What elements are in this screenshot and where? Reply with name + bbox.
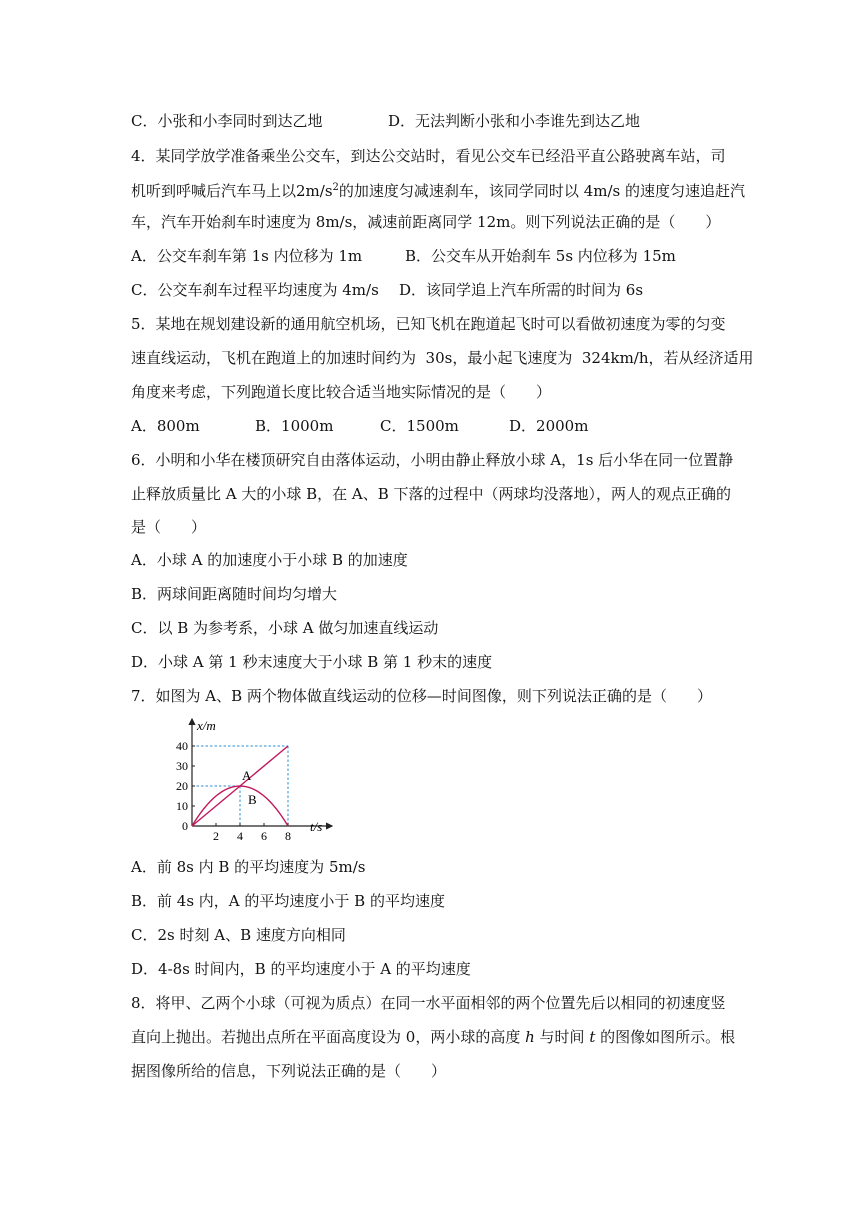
q7-xt-graph	[160, 715, 340, 840]
x-tick-label: 2	[213, 829, 219, 840]
q8-text-c: 的图像如图所示。根	[595, 1028, 736, 1046]
y-tick-label: 0	[182, 819, 188, 833]
q8-line-3: 据图像所给的信息，下列说法正确的是（ ）	[131, 1062, 447, 1080]
q5-option-c: C．1500m	[380, 417, 459, 435]
x-axis-label: t/s	[310, 819, 323, 834]
q7-option-a: A．前 8s 内 B 的平均速度为 5m/s	[131, 858, 366, 876]
y-tick-label: 30	[176, 759, 188, 773]
q6-option-b: B．两球间距离随时间均匀增大	[131, 585, 338, 603]
q8-text-a: 直向上抛出。若抛出点所在平面高度设为 0，两小球的高度	[131, 1028, 526, 1046]
q5-option-a: A．800m	[131, 417, 200, 435]
q3-option-d: D．无法判断小张和小李谁先到达乙地	[388, 112, 641, 130]
q8-line-1: 8．将甲、乙两个小球（可视为质点）在同一水平面相邻的两个位置先后以相同的初速度竖	[131, 994, 726, 1012]
q3-option-c: C．小张和小李同时到达乙地	[131, 112, 323, 130]
q4-accel-sup: 2	[332, 182, 339, 193]
x-tick-label: 8	[285, 829, 291, 840]
q4-text-b: 的加速度匀减速刹车，该同学同时以 4m/s 的速度匀速追赶汽	[338, 182, 745, 200]
q6-line-3: 是（ ）	[131, 518, 207, 536]
q5-option-d: D．2000m	[509, 417, 589, 435]
q4-accel: 2m/s	[296, 182, 333, 200]
q7-option-b: B．前 4s 内，A 的平均速度小于 B 的平均速度	[131, 892, 445, 910]
q7-option-c: C．2s 时刻 A、B 速度方向相同	[131, 926, 346, 944]
y-tick-label: 10	[176, 799, 188, 813]
q8-line-2	[131, 1027, 735, 1047]
q6-option-a: A．小球 A 的加速度小于小球 B 的加速度	[131, 551, 408, 569]
q4-line-1: 4．某同学放学准备乘坐公交车，到达公交站时，看见公交车已经沿平直公路驶离车站，司	[131, 147, 726, 165]
q5-line-1: 5．某地在规划建设新的通用航空机场，已知飞机在跑道起飞时可以看做初速度为零的匀变	[131, 315, 726, 333]
series-b-label: B	[248, 792, 257, 807]
q6-line-2: 止释放质量比 A 大的小球 B，在 A、B 下落的过程中（两球均没落地），两人的观点正确的	[131, 485, 732, 503]
q4-option-b: B．公交车从开始刹车 5s 内位移为 15m	[405, 247, 676, 265]
q5-line-3: 角度来考虑，下列跑道长度比较合适当地实际情况的是（ ）	[131, 383, 552, 401]
q6-line-1: 6．小明和小华在楼顶研究自由落体运动，小明由静止释放小球 A，1s 后小华在同一位置静	[131, 451, 734, 469]
y-tick-label: 40	[176, 739, 188, 753]
q7-line-1: 7．如图为 A、B 两个物体做直线运动的位移—时间图像，则下列说法正确的是（ ）	[131, 687, 712, 705]
q5-line-2: 速直线运动，飞机在跑道上的加速时间约为 30s，最小起飞速度为 324km/h，若从经济适用	[131, 349, 754, 367]
series-a-label: A	[242, 768, 252, 783]
q4-line-2	[131, 178, 745, 201]
q4-text-a: 机听到呼喊后汽车马上以	[131, 182, 297, 200]
q4-option-c: C．公交车刹车过程平均速度为 4m/s	[131, 281, 379, 299]
q6-option-c: C．以 B 为参考系，小球 A 做匀加速直线运动	[131, 619, 439, 637]
x-tick-label: 4	[237, 829, 243, 840]
y-axis-label: x/m	[197, 718, 216, 733]
q4-line-3: 车，汽车开始刹车时速度为 8m/s，减速前距离同学 12m。则下列说法正确的是（ ）	[131, 213, 721, 231]
y-tick-label: 20	[176, 779, 188, 793]
x-tick-label: 6	[261, 829, 267, 840]
q4-option-a: A．公交车刹车第 1s 内位移为 1m	[131, 247, 363, 265]
q8-var-h: h	[525, 1028, 535, 1046]
q8-text-b: 与时间	[534, 1028, 590, 1046]
q5-option-b: B．1000m	[255, 417, 334, 435]
q4-option-d: D．该同学追上汽车所需的时间为 6s	[399, 281, 644, 299]
q8-var-t: t	[589, 1028, 596, 1046]
q7-option-d: D．4-8s 时间内，B 的平均速度小于 A 的平均速度	[131, 960, 471, 978]
q6-option-d: D．小球 A 第 1 秒末速度大于小球 B 第 1 秒末的速度	[131, 653, 493, 671]
